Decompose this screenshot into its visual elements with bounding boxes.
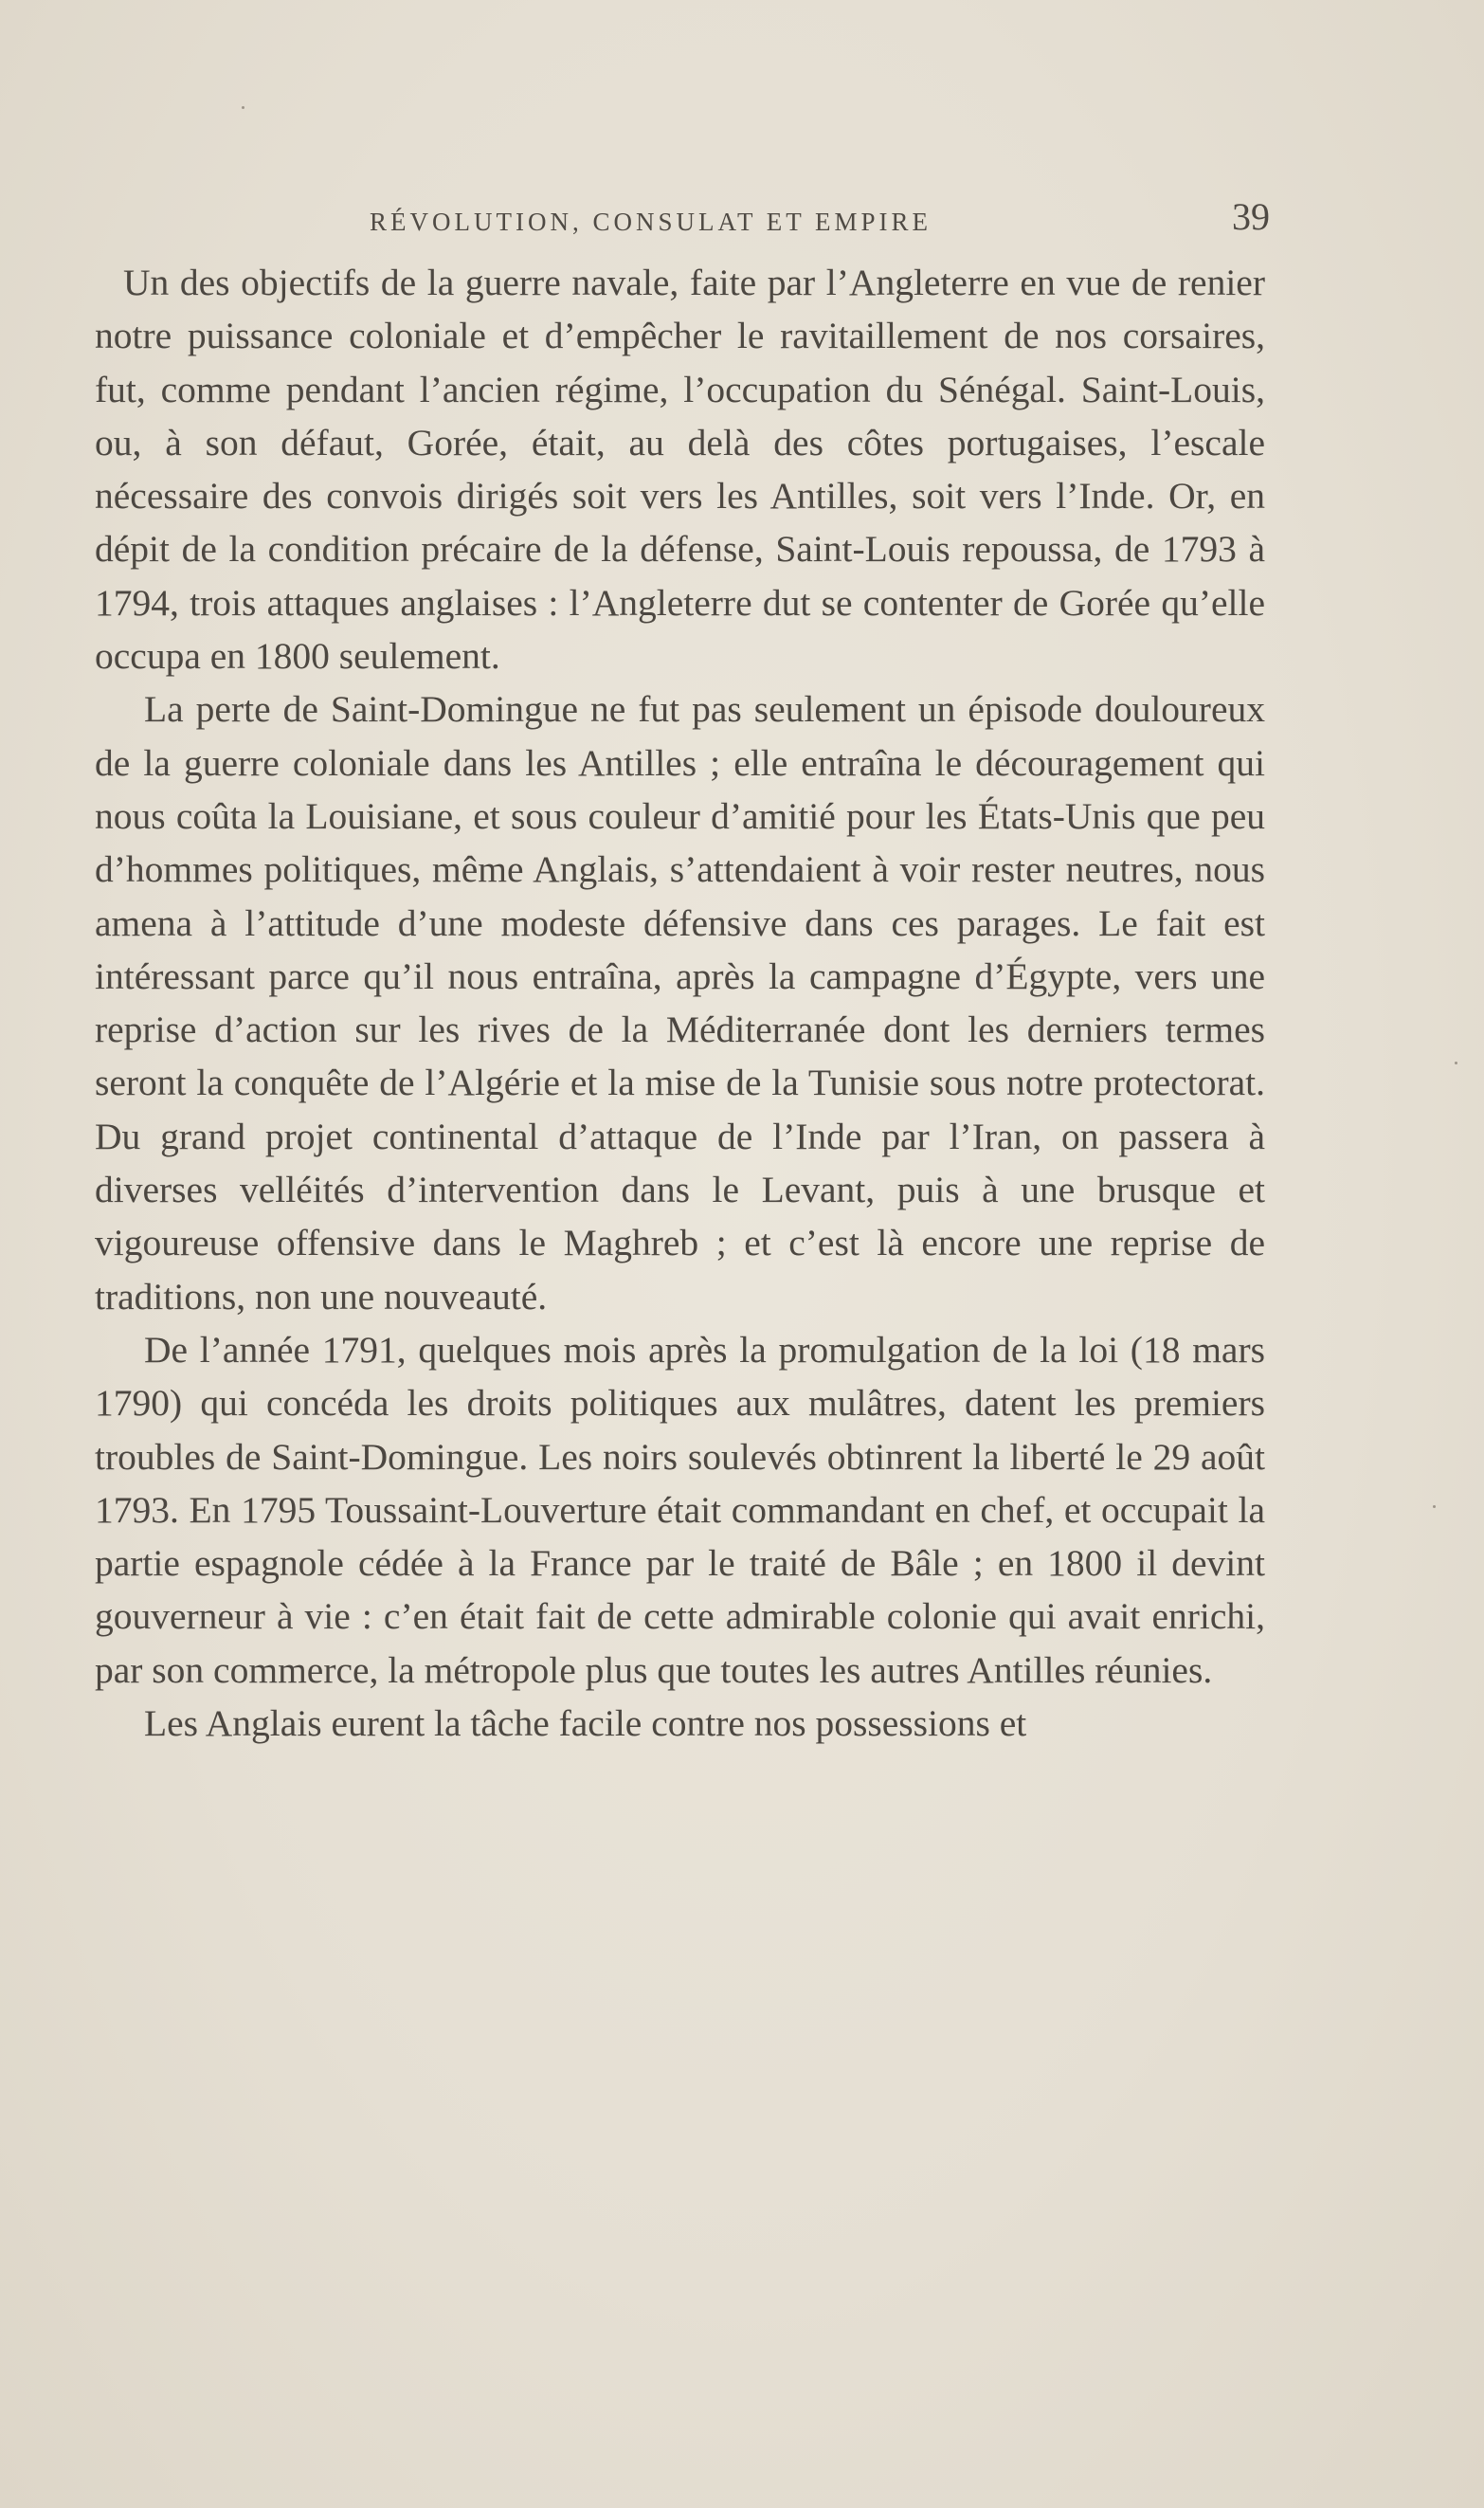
page-number: 39 (1232, 195, 1270, 238)
paper-speck (242, 106, 244, 109)
paragraph-troubles: De l’année 1791, quelques mois après la promulgation de la loi (18 mars 1790) qui concéda les droits politiques aux mulâtres, datent les premiers troubles de Saint-Domingue. Les noirs soulevés obtinrent la liberté le 29 août 1793. En 1795 Toussaint-Louverture était commandant en chef, et occupait la partie espagnole cédée à la France par le traité de Bâle ; en 1800 il devint gouverneur à vie : c’en était fait de cette admirable colonie qui avait enrichi, par son commerce, la métropole plus que toutes les autres Antilles réunies. (95, 1328, 1265, 1691)
paper-speck (1455, 1062, 1457, 1064)
paragraph-anglais: Les Anglais eurent la tâche facile contre nos possessions et (144, 1702, 1027, 1745)
page-header (95, 194, 1270, 251)
paragraph-saint-domingue-loss: La perte de Saint-Domingue ne fut pas seulement un épisode douloureux de la guerre coloniale dans les Antilles ; elle entraîna le découragement qui nous coûta la Louisiane, et sous couleur d’amitié pour les États-Unis que peu d’hommes politiques, même Anglais, s’attendaient à voir rester neutres, nous amena à l’attitude d’une modeste défensive dans ces parages. Le fait est intéressant parce qu’il nous entraîna, après la campagne d’Égypte, vers une reprise d’action sur les rives de la Méditerranée dont les derniers termes seront la conquête de l’Algérie et la mise de la Tunisie sous notre protectorat. Du grand projet continental d’attaque de l’Inde par l’Iran, on passera à diverses velléités d’intervention dans le Levant, puis à une brusque et vigoureuse offensive dans le Maghreb ; et c’est là encore une reprise de traditions, non une nouveauté. (95, 688, 1265, 1318)
paper-speck (1433, 1505, 1436, 1508)
paragraph-senegal: Un des objectifs de la guerre navale, faite par l’Angleterre en vue de renier notre puissance coloniale et d’empêcher le ravitaillement de nos corsaires, fut, comme pendant l’ancien régime, l’occupation du Sénégal. Saint-Louis, ou, à son défaut, Gorée, était, au delà des côtes portugaises, l’escale nécessaire des convois dirigés soit vers les Antilles, soit vers l’Inde. Or, en dépit de la condition précaire de la défense, Saint-Louis repoussa, de 1793 à 1794, trois attaques anglaises : l’Angleterre dut se contenter de Gorée qu’elle occupa en 1800 seulement. (95, 262, 1265, 678)
body-text (95, 256, 1265, 1750)
running-head: RÉVOLUTION, CONSULAT ET EMPIRE (370, 208, 932, 236)
